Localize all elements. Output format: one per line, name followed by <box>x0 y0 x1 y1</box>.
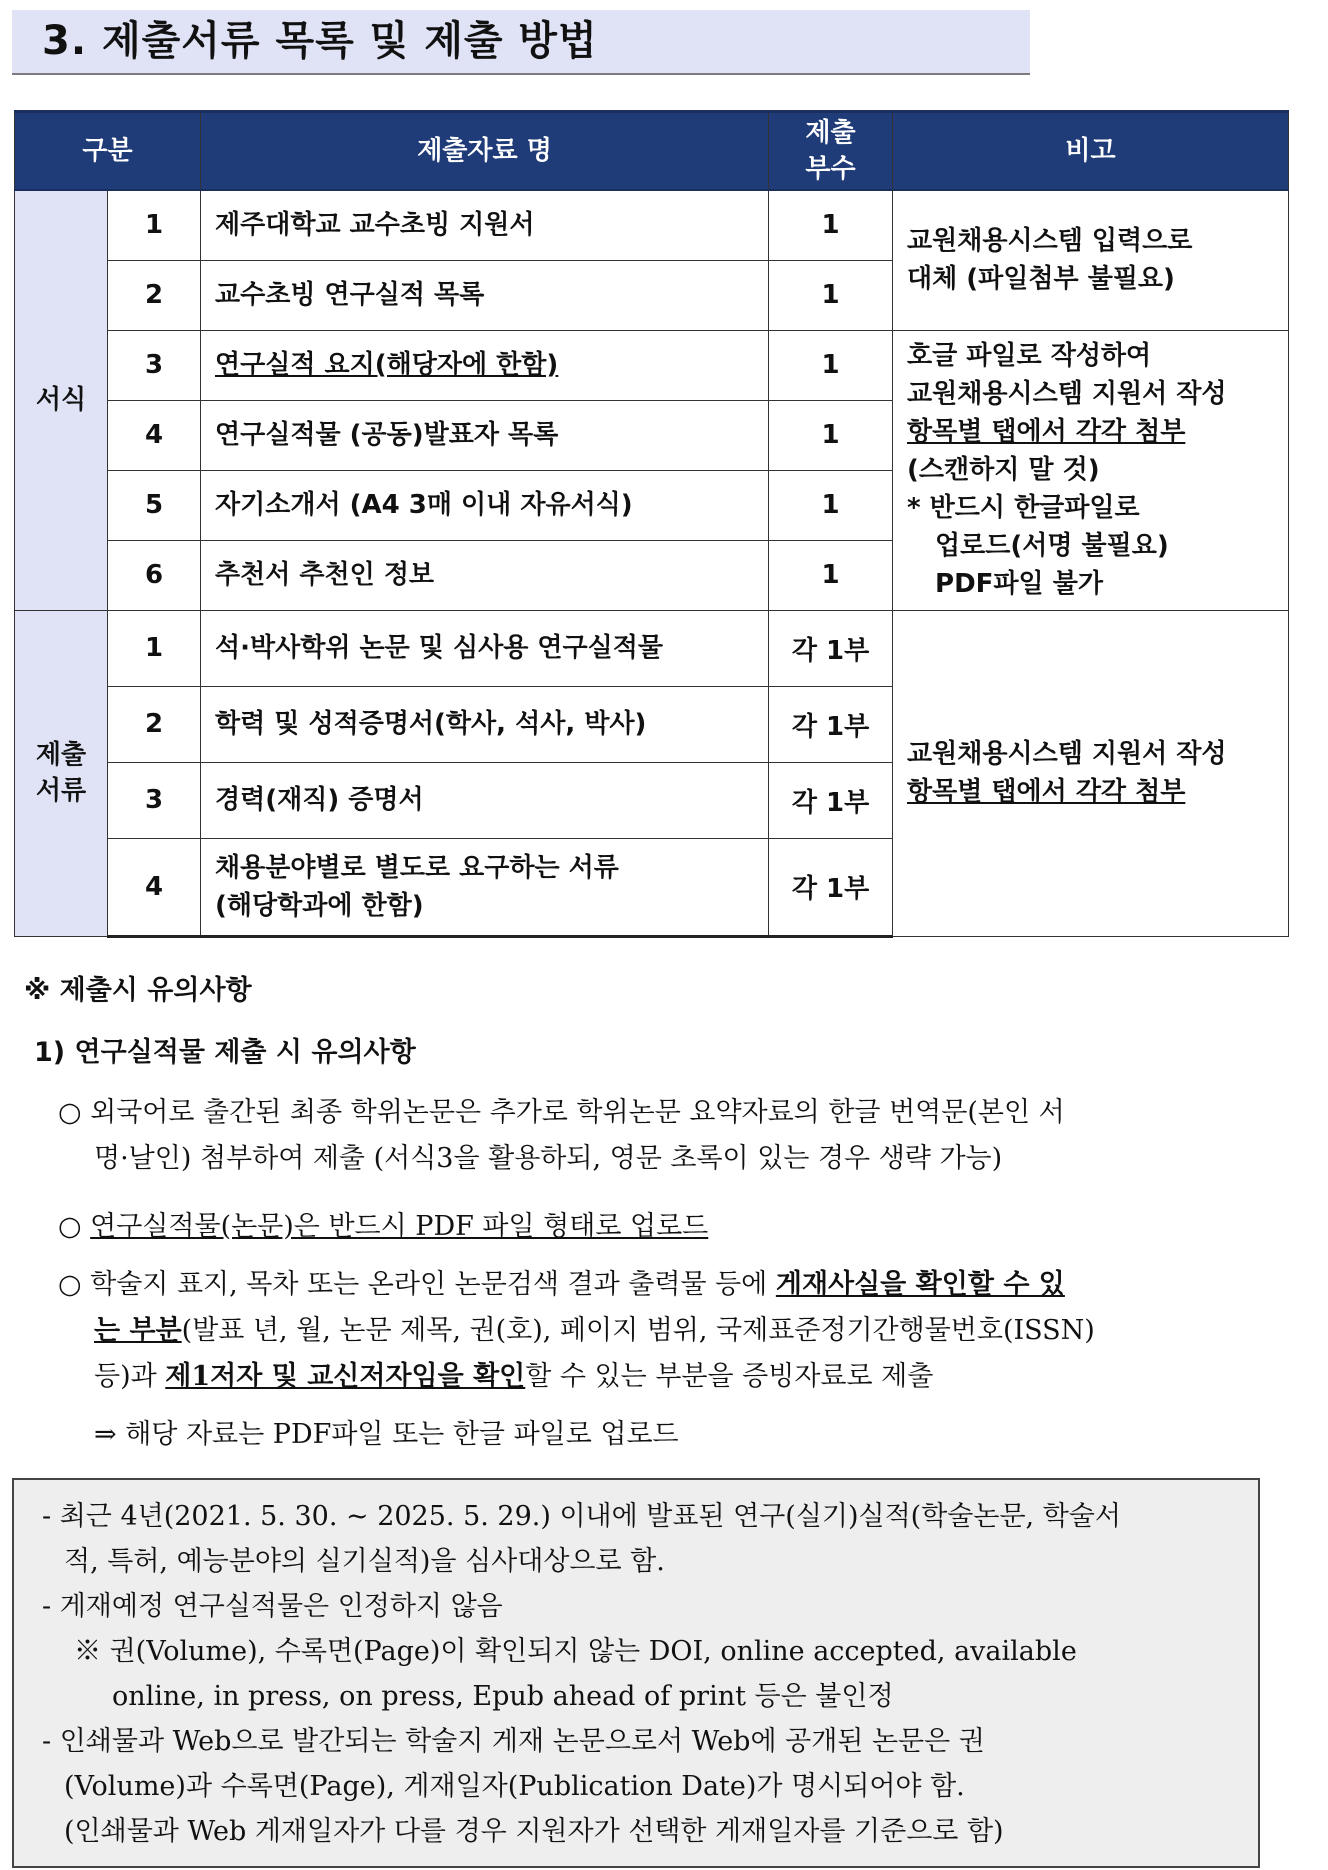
category-submission <box>15 610 108 936</box>
row-num: 2 <box>108 260 201 330</box>
note-text: (발표 년, 월, 논문 제목, 권(호), 페이지 범위, 국제표준정기간행물번호(ISSN) <box>181 1315 1095 1346</box>
note-text-emphasis: 는 부분 <box>94 1315 182 1346</box>
table-row <box>15 190 1289 260</box>
row-num: 1 <box>108 610 201 686</box>
row-num: 5 <box>108 470 201 540</box>
remark-line: 교원채용시스템 입력으로 <box>907 226 1193 257</box>
row-num: 2 <box>108 686 201 762</box>
row-name-text: 연구실적 요지(해당자에 한함) <box>215 350 559 380</box>
note-item-translation <box>58 1090 1280 1182</box>
row-name: 연구실적물 (공동)발표자 목록 <box>201 400 769 470</box>
row-name <box>201 330 769 400</box>
remark-line: PDF파일 불가 <box>935 569 1103 599</box>
row-name: 자기소개서 (A4 3매 이내 자유서식) <box>201 470 769 540</box>
notes-subheading-text: 1) 연구실적물 제출 시 유의사항 <box>34 1037 416 1068</box>
row-count: 1 <box>769 470 893 540</box>
row-count: 1 <box>769 400 893 470</box>
note-text: ○ 학술지 표지, 목차 또는 온라인 논문검색 결과 출력물 등에 <box>58 1269 776 1300</box>
box-line: online, in press, on press, Epub ahead of print 등은 불인정 <box>112 1681 894 1712</box>
note-arrow-text: ⇒ 해당 자료는 PDF파일 또는 한글 파일로 업로드 <box>94 1419 679 1450</box>
row-name: 교수초빙 연구실적 목록 <box>201 260 769 330</box>
notes-heading <box>24 968 252 1007</box>
row-num: 1 <box>108 190 201 260</box>
row-name: 추천서 추천인 정보 <box>201 540 769 610</box>
box-line: (인쇄물과 Web 게재일자가 다를 경우 지원자가 선택한 게재일자를 기준으로 함) <box>64 1816 1004 1847</box>
box-line: - 게재예정 연구실적물은 인정하지 않음 <box>42 1591 503 1622</box>
note-text-emphasis: 제1저자 및 교신저자임을 확인 <box>165 1361 526 1392</box>
header-name: 제출자료 명 <box>201 112 769 191</box>
remark-system-input <box>893 190 1289 330</box>
table-header-row <box>15 112 1289 191</box>
category-line: 서류 <box>35 776 87 806</box>
row-name: 제주대학교 교수초빙 지원서 <box>201 190 769 260</box>
row-num: 3 <box>108 330 201 400</box>
box-line: - 최근 4년(2021. 5. 30. ~ 2025. 5. 29.) 이내에 발표된 연구(실기)실적(학술논문, 학술서 <box>42 1501 1121 1532</box>
row-count: 1 <box>769 330 893 400</box>
documents-table <box>14 110 1289 938</box>
row-num: 6 <box>108 540 201 610</box>
note-text: 할 수 있는 부분을 증빙자료로 제출 <box>525 1361 934 1392</box>
header-count <box>769 112 893 191</box>
row-count: 각 1부 <box>769 762 893 838</box>
remark-line: 업로드(서명 불필요) <box>935 531 1169 561</box>
note-item-evidence <box>58 1262 1280 1400</box>
row-name: 석·박사학위 논문 및 심사용 연구실적물 <box>201 610 769 686</box>
header-category: 구분 <box>15 112 201 191</box>
remark-line: (스캔하지 말 것) <box>907 455 1100 485</box>
remark-line: 호글 파일로 작성하여 <box>907 341 1152 371</box>
box-line: 적, 특허, 예능분야의 실기실적)을 심사대상으로 함. <box>64 1546 665 1577</box>
row-count: 1 <box>769 540 893 610</box>
box-line: (Volume)과 수록면(Page), 게재일자(Publication Date)가 명시되어야 함. <box>64 1771 965 1802</box>
remark-line-text: 항목별 탭에서 각각 첨부 <box>907 417 1186 447</box>
row-name <box>201 838 769 936</box>
note-line <box>58 1308 1280 1354</box>
row-num: 4 <box>108 400 201 470</box>
row-count: 1 <box>769 260 893 330</box>
row-name-line: (해당학과에 한함) <box>215 890 424 921</box>
header-count-line2: 부수 <box>805 154 856 184</box>
remark-line-text: 항목별 탭에서 각각 첨부 <box>907 777 1186 807</box>
box-line: - 인쇄물과 Web으로 발간되는 학술지 게재 논문으로서 Web에 공개된 논문은 권 <box>42 1726 985 1757</box>
remark-line: 교원채용시스템 지원서 작성 <box>907 739 1227 769</box>
header-count-line1: 제출 <box>805 118 856 148</box>
row-name: 학력 및 성적증명서(학사, 석사, 박사) <box>201 686 769 762</box>
remark-hwp-upload <box>893 330 1289 610</box>
note-line: 명·날인) 첨부하여 제출 (서식3을 활용하되, 영문 초록이 있는 경우 생략 가능) <box>94 1143 1003 1174</box>
remark-line: * 반드시 한글파일로 <box>907 493 1140 523</box>
note-line <box>58 1354 1280 1400</box>
table-row <box>15 330 1289 400</box>
remark-line: 교원채용시스템 지원서 작성 <box>907 379 1227 409</box>
header-remark: 비고 <box>893 112 1289 191</box>
note-arrow-line <box>94 1412 679 1458</box>
table-row <box>15 610 1289 686</box>
note-text-underlined: 연구실적물(논문)은 반드시 PDF 파일 형태로 업로드 <box>90 1211 709 1242</box>
section-title: 3. 제출서류 목록 및 제출 방법 <box>12 10 1030 75</box>
row-count: 각 1부 <box>769 838 893 936</box>
row-count: 각 1부 <box>769 610 893 686</box>
notes-subheading <box>34 1030 416 1069</box>
row-count: 각 1부 <box>769 686 893 762</box>
criteria-box <box>12 1478 1260 1868</box>
row-name-line: 채용분야별로 별도로 요구하는 서류 <box>215 852 619 883</box>
row-num: 3 <box>108 762 201 838</box>
category-forms: 서식 <box>15 190 108 610</box>
row-name: 경력(재직) 증명서 <box>201 762 769 838</box>
note-text-emphasis: 게재사실을 확인할 수 있 <box>775 1269 1065 1300</box>
box-line: ※ 권(Volume), 수록면(Page)이 확인되지 않는 DOI, online accepted, available <box>74 1636 1077 1667</box>
remark-line <box>907 773 1288 811</box>
remark-attach <box>893 610 1289 936</box>
remark-line: 대체 (파일첨부 불필요) <box>907 264 1175 295</box>
row-count: 1 <box>769 190 893 260</box>
row-num: 4 <box>108 838 201 936</box>
note-text: 등)과 <box>94 1361 166 1392</box>
remark-line <box>907 413 1288 451</box>
note-line <box>58 1262 1280 1308</box>
note-item-pdf <box>58 1204 708 1250</box>
note-line: ○ 외국어로 출간된 최종 학위논문은 추가로 학위논문 요약자료의 한글 번역문(본인 서 <box>58 1097 1065 1128</box>
notes-heading-text: ※ 제출시 유의사항 <box>24 975 252 1006</box>
note-bullet: ○ <box>58 1211 82 1242</box>
category-line: 제출 <box>35 740 87 770</box>
